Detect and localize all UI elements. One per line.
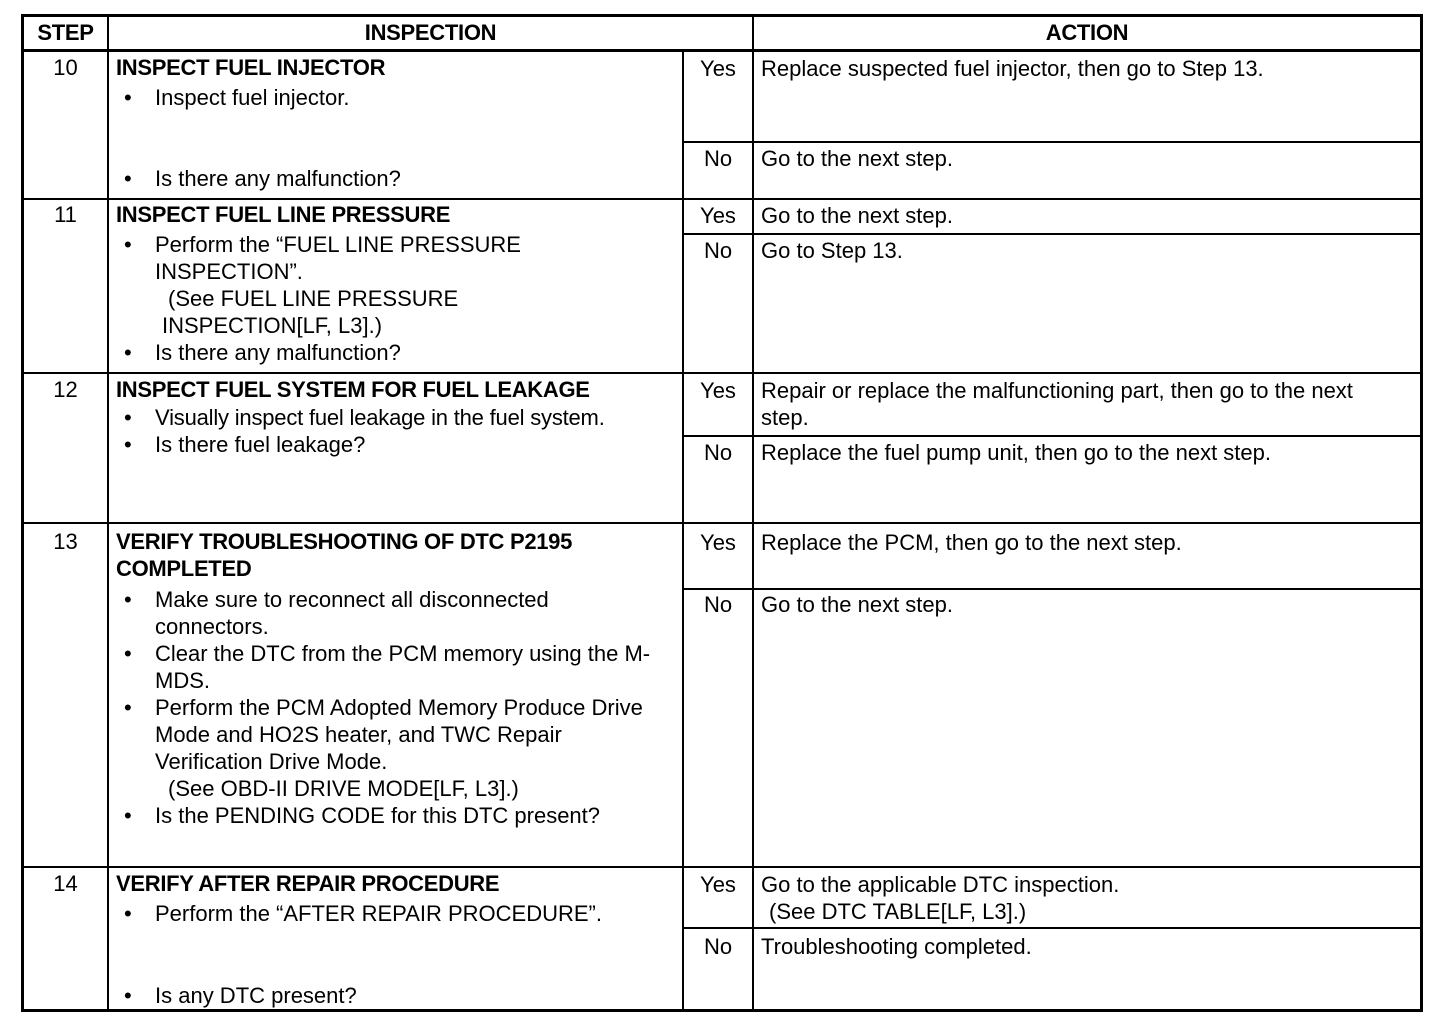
- inspection-title: INSPECT FUEL INJECTOR: [116, 55, 386, 80]
- inspection-reference: [116, 285, 562, 339]
- no-label: No: [703, 146, 733, 171]
- inspection-cell: [109, 870, 682, 1012]
- inspection-item: • Is the PENDING CODE for this DTC present?: [116, 802, 682, 829]
- inspection-item: • Make sure to reconnect all disconnected connectors.: [116, 586, 625, 640]
- inspection-title: VERIFY AFTER REPAIR PROCEDURE: [116, 871, 500, 896]
- inspection-cell: [109, 376, 682, 522]
- yes-no-divider-14: [682, 927, 1420, 929]
- yes-action: Repair or replace the malfunctioning part, then go to the next step.: [761, 378, 1353, 430]
- yes-label: Yes: [700, 56, 736, 81]
- reference-link[interactable]: DTC TABLE[LF, L3].): [821, 899, 1027, 924]
- yes-action: Go to the applicable DTC inspection.: [761, 872, 1120, 897]
- inspection-table: [21, 14, 1423, 1012]
- no-label: No: [703, 934, 733, 959]
- inspection-item: • Clear the DTC from the PCM memory using the M-MDS.: [116, 640, 655, 694]
- yes-label: Yes: [700, 203, 736, 228]
- inspection-item: • Perform the “AFTER REPAIR PROCEDURE”.: [116, 900, 682, 927]
- step-number: 11: [54, 202, 77, 227]
- inspection-item: • Is there any malfunction?: [116, 165, 682, 192]
- step-number: 10: [53, 55, 78, 80]
- yes-label: Yes: [700, 530, 736, 555]
- row-divider-13: [24, 866, 1420, 868]
- reference-open: (See: [168, 776, 215, 801]
- row-divider-11: [24, 372, 1420, 374]
- no-action: Go to Step 13.: [761, 238, 903, 263]
- yes-no-divider-11: [682, 233, 1420, 235]
- yes-action: Go to the next step.: [761, 203, 954, 228]
- no-label: No: [703, 592, 733, 617]
- inspection-title: VERIFY TROUBLESHOOTING OF DTC P2195 COMPLETED: [116, 529, 573, 581]
- yes-action: Replace the PCM, then go to the next step.: [761, 530, 1182, 555]
- inspection-item: • Is there fuel leakage?: [116, 431, 682, 458]
- header-action: ACTION: [1045, 20, 1129, 45]
- inspection-cell: [109, 201, 682, 372]
- reference-link[interactable]: FUEL LINE PRESSURE INSPECTION[LF, L3].): [162, 286, 459, 338]
- header-step: STEP: [37, 20, 94, 45]
- inspection-item: • Is there any malfunction?: [116, 339, 682, 366]
- no-label: No: [703, 440, 733, 465]
- inspection-cell: [109, 54, 682, 198]
- yes-no-divider-12: [682, 435, 1420, 437]
- reference-link[interactable]: OBD-II DRIVE MODE[LF, L3].): [220, 776, 519, 801]
- reference-open: (See: [769, 899, 816, 924]
- row-divider-12: [24, 522, 1420, 524]
- no-action: Replace the fuel pump unit, then go to the next step.: [761, 440, 1272, 465]
- yes-action: Replace suspected fuel injector, then go to Step 13.: [761, 56, 1264, 81]
- yes-label: Yes: [700, 872, 736, 897]
- inspection-item: • Perform the PCM Adopted Memory Produce Drive Mode and HO2S heater, and TWC Repair Verification Drive Mode.: [116, 694, 665, 775]
- header-divider: [24, 49, 1420, 52]
- inspection-reference: [116, 775, 522, 802]
- inspection-title: INSPECT FUEL LINE PRESSURE: [116, 202, 451, 227]
- step-number: 13: [53, 529, 78, 554]
- row-divider-10: [24, 198, 1420, 200]
- yes-action-cell: [754, 871, 1420, 925]
- inspection-item: • Is any DTC present?: [116, 982, 682, 1009]
- yes-no-divider-10: [682, 141, 1420, 143]
- inspection-item: • Perform the “FUEL LINE PRESSURE INSPECTION”.: [116, 231, 575, 285]
- reference-open: (See: [168, 286, 215, 311]
- no-action: Go to the next step.: [761, 146, 954, 171]
- yes-no-divider-13: [682, 588, 1420, 590]
- inspection-item: • Inspect fuel injector.: [116, 84, 682, 111]
- inspection-item: • Visually inspect fuel leakage in the fuel system.: [116, 404, 682, 431]
- step-number: 12: [53, 377, 78, 402]
- yes-label: Yes: [700, 378, 736, 403]
- step-number: 14: [53, 871, 78, 896]
- header-inspection: INSPECTION: [364, 20, 497, 45]
- no-action: Troubleshooting completed.: [761, 934, 1032, 959]
- no-action: Go to the next step.: [761, 592, 954, 617]
- no-label: No: [703, 238, 733, 263]
- inspection-title: INSPECT FUEL SYSTEM FOR FUEL LEAKAGE: [116, 377, 590, 402]
- action-reference: [761, 898, 1420, 925]
- inspection-cell: [109, 528, 682, 866]
